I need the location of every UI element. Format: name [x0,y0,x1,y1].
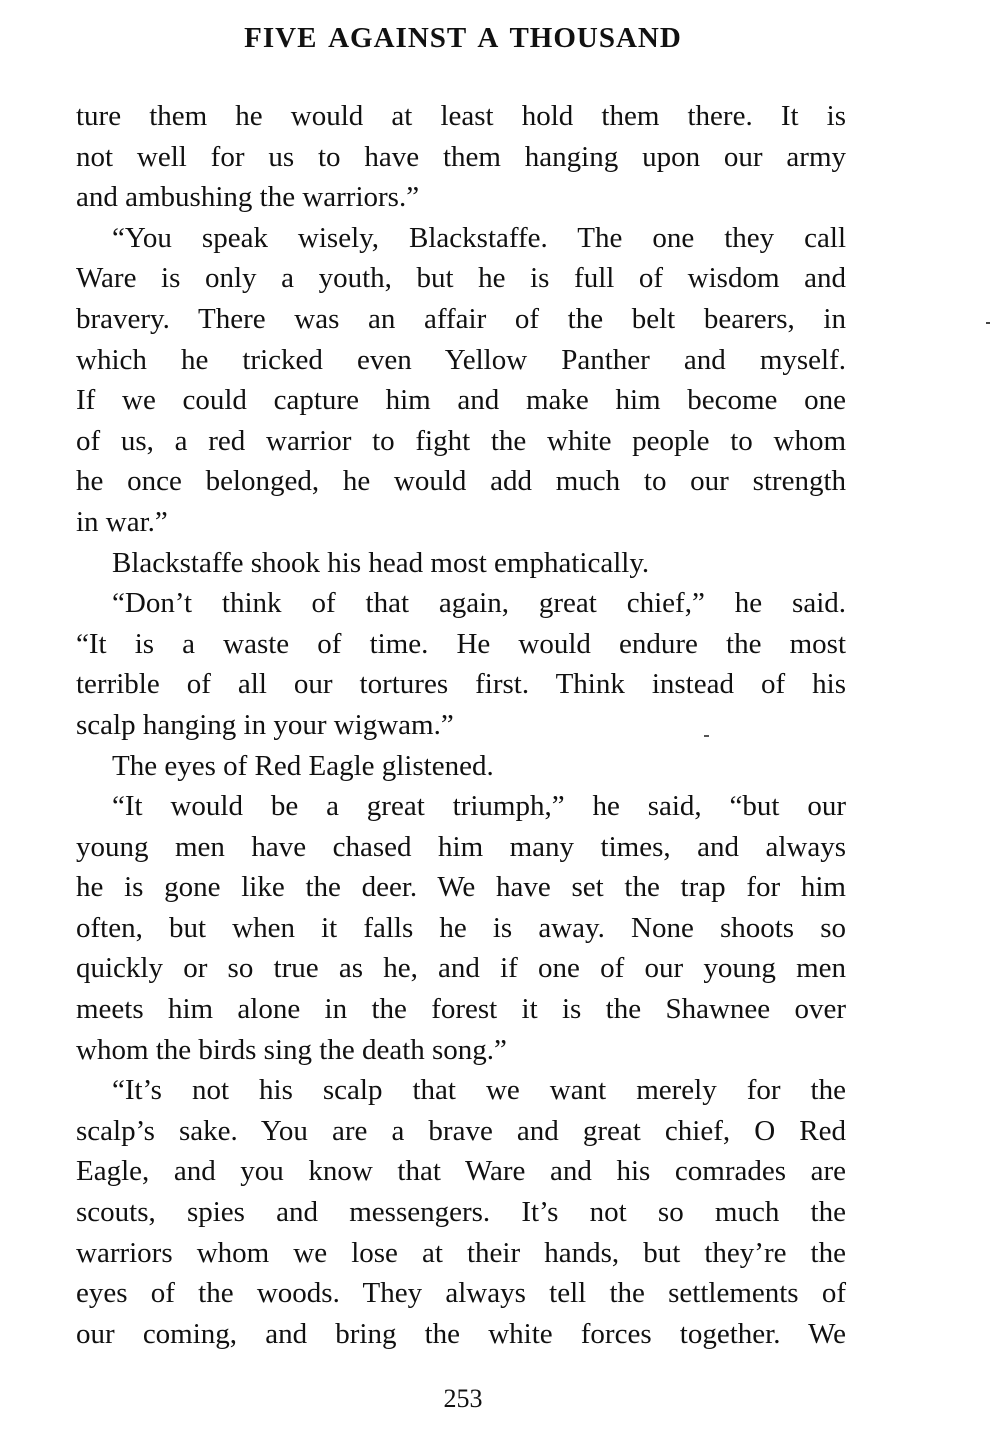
running-head: FIVE AGAINST A THOUSAND [244,22,682,54]
text-line: “It is a waste of time. He would endure the most [76,627,846,660]
print-speck [986,322,990,324]
text-line: The eyes of Red Eagle glistened. [112,749,494,782]
text-line: ture them he would at least hold them there. It is [76,100,846,132]
text-line: in war.” [76,505,168,538]
text-line: If we could capture him and make him become one [76,384,846,417]
text-line: “It’s not his scalp that we want merely for the [112,1074,846,1107]
body-text [76,96,846,1354]
text-line: eyes of the woods. They always tell the settlements of [76,1277,846,1310]
text-line: quickly or so true as he, and if one of our young men [76,952,846,985]
text-line: he once belonged, he would add much to our strength [76,465,846,498]
text-line: which he tricked even Yellow Panther and myself. [76,343,846,376]
text-line: Blackstaffe shook his head most emphatically. [112,546,650,579]
text-line: Ware is only a youth, but he is full of wisdom and [76,262,846,295]
text-line: scalp hanging in your wigwam.” [76,708,454,741]
text-line: “You speak wisely, Blackstaffe. The one they call [112,221,846,254]
text-line: scalp’s sake. You are a brave and great chief, O Red [76,1114,846,1147]
print-speck [704,735,709,737]
text-line: Eagle, and you know that Ware and his comrades are [76,1155,846,1188]
text-line: he is gone like the deer. We have set the trap for him [76,871,846,904]
text-line: warriors whom we lose at their hands, but they’re the [76,1236,846,1269]
text-line: “It would be a great triumph,” he said, “but our [112,790,846,823]
text-line: not well for us to have them hanging upon our army [76,140,846,173]
text-line: of us, a red warrior to fight the white people to whom [76,424,846,457]
text-line: our coming, and bring the white forces together. We [76,1317,846,1350]
text-line: meets him alone in the forest it is the Shawnee over [76,993,846,1026]
text-line: often, but when it falls he is away. None shoots so [76,911,846,944]
text-line: young men have chased him many times, and always [76,830,846,863]
text-line: “Don’t think of that again, great chief,” he said. [112,587,846,620]
page-number: 253 [443,1384,483,1413]
text-line: terrible of all our tortures first. Think instead of his [76,668,846,701]
text-line: bravery. There was an affair of the belt bearers, in [76,302,846,335]
text-line: whom the birds sing the death song.” [76,1033,507,1066]
text-line: scouts, spies and messengers. It’s not so much the [76,1196,846,1229]
text-line: and ambushing the warriors.” [76,181,420,214]
